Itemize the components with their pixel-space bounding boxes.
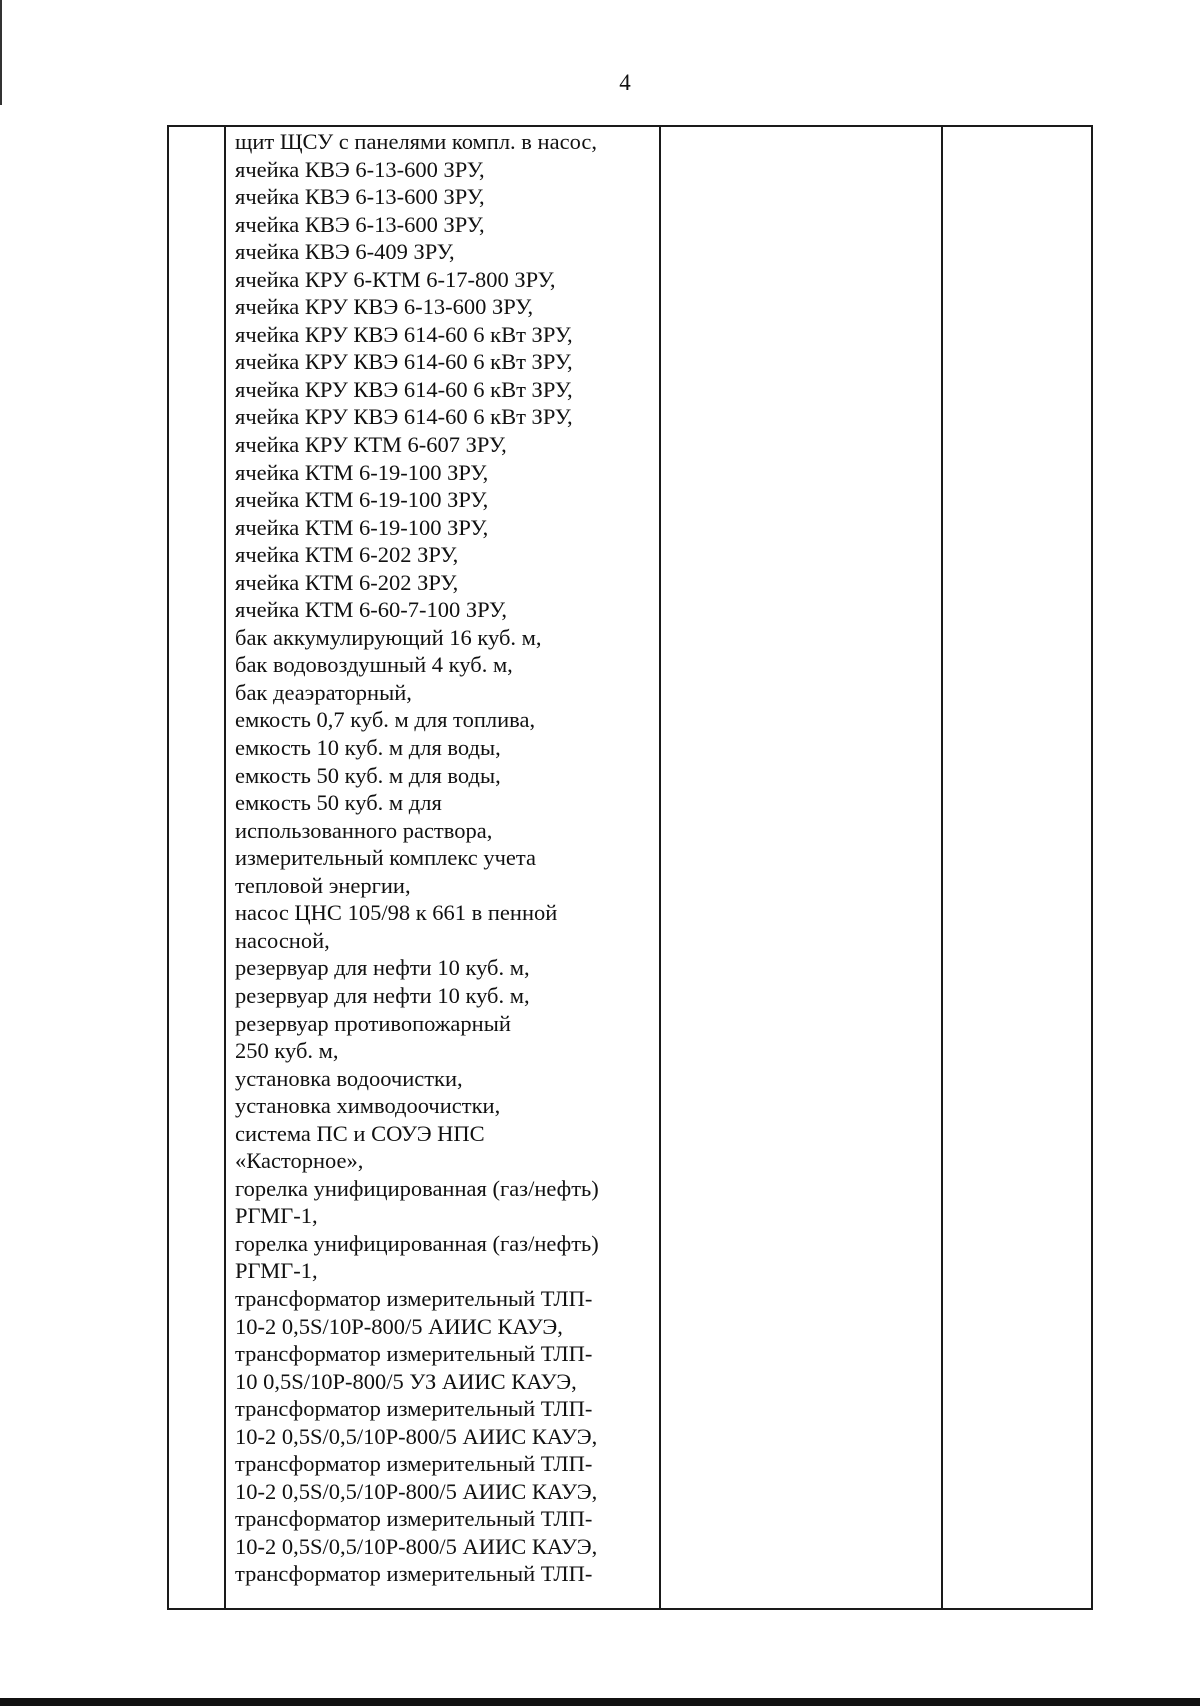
- column-divider: [659, 127, 661, 1608]
- list-item: ячейка КРУ КВЭ 6-13-600 ЗРУ,: [235, 294, 534, 320]
- list-item: ячейка КТМ 6-202 ЗРУ,: [235, 542, 459, 568]
- list-item: ячейка КРУ КТМ 6-607 ЗРУ,: [235, 432, 507, 458]
- column-divider: [941, 127, 943, 1608]
- page-number: 4: [619, 70, 631, 95]
- list-item: ячейка КТМ 6-60-7-100 ЗРУ,: [235, 597, 507, 623]
- list-item: ячейка КРУ КВЭ 614-60 6 кВт ЗРУ,: [235, 404, 573, 430]
- list-item: бак водовоздушный 4 куб. м,: [235, 652, 513, 678]
- list-item: ячейка КВЭ 6-13-600 ЗРУ,: [235, 156, 485, 182]
- column-divider: [224, 127, 226, 1608]
- list-item: горелка унифицированная (газ/нефть): [235, 1175, 599, 1201]
- list-item: 10-2 0,5S/0,5/10P-800/5 АИИС КАУЭ,: [235, 1423, 598, 1449]
- list-item: бак деаэраторный,: [235, 679, 412, 705]
- list-item: трансформатор измерительный ТЛП-: [235, 1285, 593, 1311]
- list-item: трансформатор измерительный ТЛП-: [235, 1451, 593, 1477]
- list-item: установка химводоочистки,: [235, 1093, 501, 1119]
- list-item: резервуар противопожарный: [235, 1010, 511, 1036]
- list-item: трансформатор измерительный ТЛП-: [235, 1341, 593, 1367]
- list-item: ячейка КТМ 6-202 ЗРУ,: [235, 569, 459, 595]
- list-item: установка водоочистки,: [235, 1065, 463, 1091]
- list-item: трансформатор измерительный ТЛП-: [235, 1396, 593, 1422]
- list-item: ячейка КВЭ 6-13-600 ЗРУ,: [235, 184, 485, 210]
- list-item: 10-2 0,5S/10P-800/5 АИИС КАУЭ,: [235, 1313, 563, 1339]
- scan-bottom-edge: [0, 1698, 1200, 1706]
- list-item: насосной,: [235, 927, 330, 953]
- list-item: система ПС и СОУЭ НПС: [235, 1120, 485, 1146]
- list-item: трансформатор измерительный ТЛП-: [235, 1506, 593, 1532]
- list-item: измерительный комплекс учета: [235, 845, 536, 871]
- list-item: резервуар для нефти 10 куб. м,: [235, 982, 530, 1008]
- list-item: бак аккумулирующий 16 куб. м,: [235, 624, 542, 650]
- list-item: ячейка КРУ 6-КТМ 6-17-800 ЗРУ,: [235, 266, 556, 292]
- list-item: ячейка КТМ 6-19-100 ЗРУ,: [235, 459, 489, 485]
- equipment-list: [235, 128, 655, 1588]
- list-item: 250 куб. м,: [235, 1038, 339, 1064]
- list-item: насос ЦНС 105/98 к 661 в пенной: [235, 900, 558, 926]
- list-item: 10-2 0,5S/0,5/10P-800/5 АИИС КАУЭ,: [235, 1478, 598, 1504]
- list-item: РГМГ-1,: [235, 1258, 318, 1284]
- list-item: тепловой энергии,: [235, 872, 411, 898]
- list-item: емкость 50 куб. м для воды,: [235, 762, 501, 788]
- list-item: «Касторное»,: [235, 1148, 364, 1174]
- list-item: 10 0,5S/10P-800/5 УЗ АИИС КАУЭ,: [235, 1368, 577, 1394]
- list-item: ячейка КТМ 6-19-100 ЗРУ,: [235, 487, 489, 513]
- list-item: 10-2 0,5S/0,5/10P-800/5 АИИС КАУЭ,: [235, 1533, 598, 1559]
- list-item: емкость 10 куб. м для воды,: [235, 735, 501, 761]
- list-item: горелка унифицированная (газ/нефть): [235, 1230, 599, 1256]
- list-item: ячейка КВЭ 6-409 ЗРУ,: [235, 239, 455, 265]
- list-item: РГМГ-1,: [235, 1203, 318, 1229]
- list-item: резервуар для нефти 10 куб. м,: [235, 955, 530, 981]
- list-item: щит ЩСУ с панелями компл. в насос,: [235, 129, 597, 154]
- list-item: ячейка КВЭ 6-13-600 ЗРУ,: [235, 211, 485, 237]
- list-item: ячейка КРУ КВЭ 614-60 6 кВт ЗРУ,: [235, 376, 573, 402]
- list-item: ячейка КРУ КВЭ 614-60 6 кВт ЗРУ,: [235, 321, 573, 347]
- list-item: ячейка КТМ 6-19-100 ЗРУ,: [235, 514, 489, 540]
- list-item: ячейка КРУ КВЭ 614-60 6 кВт ЗРУ,: [235, 349, 573, 375]
- list-item: емкость 0,7 куб. м для топлива,: [235, 707, 536, 733]
- list-item: использованного раствора,: [235, 817, 493, 843]
- list-item: трансформатор измерительный ТЛП-: [235, 1561, 593, 1587]
- list-item: емкость 50 куб. м для: [235, 790, 442, 816]
